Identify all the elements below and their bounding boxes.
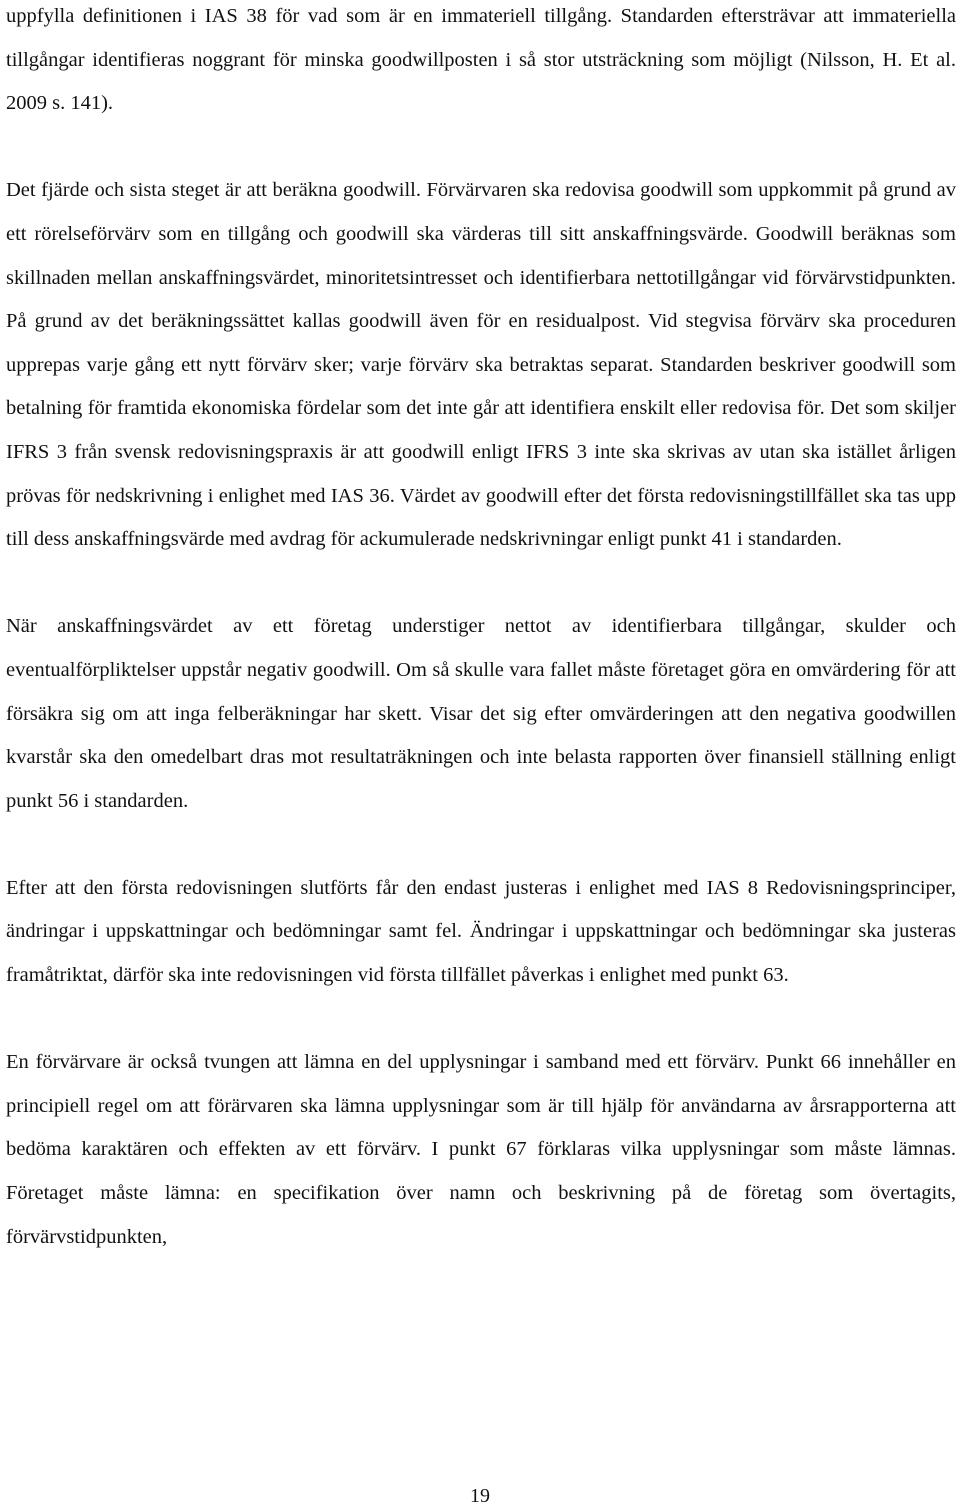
paragraph-negative-goodwill: När anskaffningsvärdet av ett företag understiger nettot av identifierbara tillgångar, skulder och eventualförpliktelser uppstår negativ goodwill. Om så skulle vara fallet måste företaget göra en omvärdering för att försäkra sig om att inga felberäkningar har skett. Visar det sig efter omvärderingen att den negativa goodwillen kvarstår ska den omedelbart dras mot resultaträkningen och inte belasta rapporten över finansiell ställning enligt punkt 56 i standarden. <box>6 615 956 812</box>
paragraph-spacer <box>6 998 956 1042</box>
body-text <box>6 0 956 1259</box>
paragraph-spacer <box>6 126 956 170</box>
paragraph-spacer <box>6 562 956 606</box>
paragraph-ias8-adjustments: Efter att den första redovisningen slutförts får den endast justeras i enlighet med IAS 8 Redovisningsprinciper, ändringar i uppskattningar och bedömningar samt fel. Ändringar i uppskattningar och bedömningar ska justeras framåtriktat, därför ska inte redovisningen vid första tillfället påverkas i enlighet med punkt 63. <box>6 876 956 987</box>
paragraph-calculate-goodwill: Det fjärde och sista steget är att beräkna goodwill. Förvärvaren ska redovisa goodwill som uppkommit på grund av ett rörelseförvärv som en tillgång och goodwill ska värderas till sitt anskaffningsvärde. Goodwill beräknas som skillnaden mellan anskaffningsvärdet, minoritetsintresset och identifierbara nettotillgångar vid förvärvstidpunkten. På grund av det beräkningssättet kallas goodwill även för en residualpost. Vid stegvisa förvärv ska proceduren upprepas varje gång ett nytt förvärv sker; varje förvärv ska betraktas separat. Standarden beskriver goodwill som betalning för framtida ekonomiska fördelar som det inte går att identifiera enskilt eller redovisa för. Det som skiljer IFRS 3 från svensk redovisningspraxis är att goodwill enligt IFRS 3 inte ska skrivas av utan ska istället årligen prövas för nedskrivning i enlighet med IAS 36. Värdet av goodwill efter det första redovisningstillfället ska tas upp till dess anskaffningsvärde med avdrag för ackumulerade nedskrivningar enligt punkt 41 i standarden. <box>6 179 956 551</box>
paragraph-spacer <box>6 823 956 867</box>
paragraph-ias38-intangibles: uppfylla definitionen i IAS 38 för vad som är en immateriell tillgång. Standarden eftersträvar att immateriella tillgångar identifieras noggrant för minska goodwillposten i så stor utsträckning som möjligt (Nilsson, H. Et al. 2009 s. 141). <box>6 5 956 115</box>
paragraph-disclosures: En förvärvare är också tvungen att lämna en del upplysningar i samband med ett förvärv. Punkt 66 innehåller en principiell regel om att förärvaren ska lämna upplysningar som är till hjälp för användarna av årsrapporterna att bedöma karaktären och effekten av ett förvärv. I punkt 67 förklaras vilka upplysningar som måste lämnas. Företaget måste lämna: en specifikation över namn och beskrivning på de företag som övertagits, förvärvstidpunkten, <box>6 1051 956 1248</box>
page-number: 19 <box>470 1485 490 1507</box>
